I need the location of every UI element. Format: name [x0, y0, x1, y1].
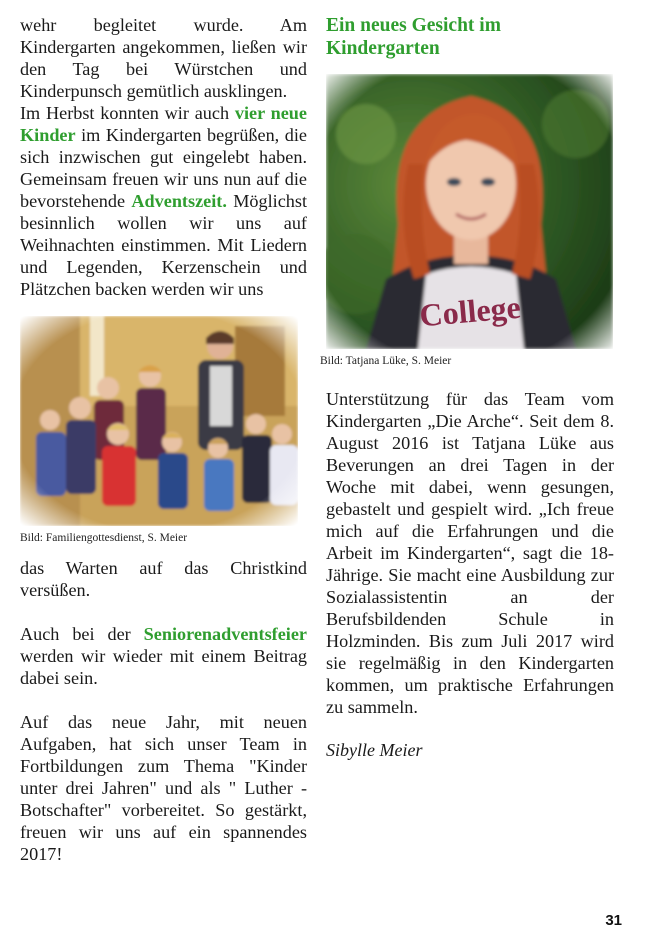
- paragraph-seniors: [20, 623, 307, 689]
- portrait-photo: [326, 74, 613, 349]
- highlight-advent: Adventszeit.: [131, 191, 227, 211]
- family-service-photo-caption: Bild: Familiengottesdienst, S. Meier: [20, 532, 188, 544]
- paragraph-new-year: Auf das neue Jahr, mit neuen Aufgaben, hat sich unser Team in Fortbildungen zum Thema "Kinder unter drei Jahren" und als " Luther - Botschafter" vorbereitet. So gestärkt, freuen wir uns auf ein spannendes 2017!: [20, 712, 307, 864]
- seniors-text-1: Auch bei der: [20, 624, 144, 644]
- seniors-text-2: werden wir wieder mit einem Beitrag dabei sein.: [20, 646, 307, 688]
- paragraph-new-staff: Unterstützung für das Team vom Kindergarten „Die Arche“. Seit dem 8. August 2016 ist Tatjana Lüke aus Beverungen an drei Tagen in der Woche mit dabei, wenn gesungen, gebastelt und gespielt wird. „Ich freue mich auf die Erfahrungen und die Arbeit im Kindergarten“, sagt die 18-Jährige. Sie macht eine Ausbildung zur Sozialassistentin an der Berufsbildenden Schule in Holzminden. Bis zum Juli 2017 wird sie regelmäßig in den Kindergarten kommen, um praktische Erfahrungen zu sammeln.: [326, 389, 614, 717]
- paragraph-autumn: [20, 102, 307, 300]
- right-column: [320, 14, 614, 761]
- autumn-text-3: Möglichst besinnlich wollen wir uns auf Weihnachten einstimmen. Mit Liedern und Legenden, Kerzenschein und Plätzchen backen werden wir uns: [20, 191, 307, 299]
- autumn-text-2: im Kindergarten begrüßen, die sich inzwischen gut eingelebt haben. Gemeinsam freuen wir uns nun auf die bevorstehende: [20, 125, 307, 211]
- autumn-text-1: Im Herbst konnten wir auch: [20, 103, 235, 123]
- left-column: [20, 14, 307, 865]
- article-heading: Ein neues Gesicht im Kindergarten: [326, 15, 501, 59]
- portrait-photo-caption: Bild: Tatjana Lüke, S. Meier: [320, 355, 452, 367]
- paragraph-christkind: das Warten auf das Christkind versüßen.: [20, 558, 307, 600]
- family-service-photo: [20, 316, 298, 526]
- highlight-new-children: vier neue Kinder: [20, 103, 307, 145]
- highlight-senior-advent: Seniorenadventsfeier: [143, 624, 307, 644]
- author-signature: Sibylle Meier: [326, 740, 423, 760]
- paragraph-intro: wehr begleitet wurde. Am Kindergarten angekommen, ließen wir den Tag bei Würstchen und Kinderpunsch gemütlich ausklingen.: [20, 15, 307, 101]
- page-number: 31: [605, 912, 622, 929]
